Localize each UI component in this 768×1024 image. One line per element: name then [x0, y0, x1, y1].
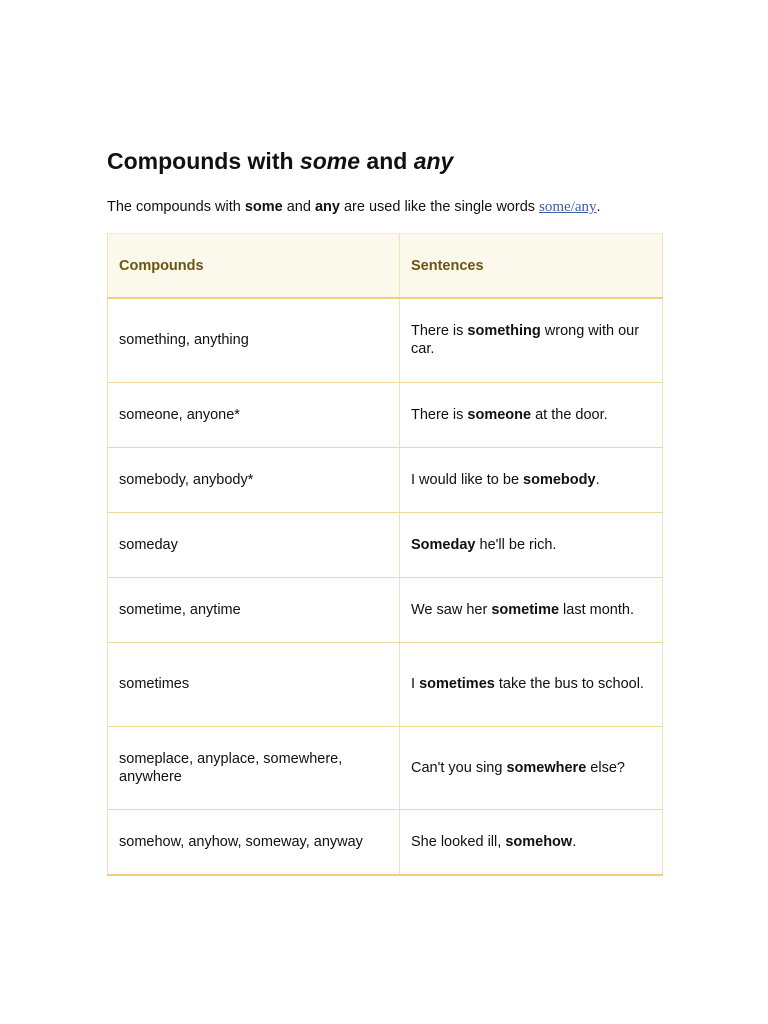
table-row: [108, 447, 663, 512]
sentence-text: .: [595, 471, 600, 488]
sentence-cell: [400, 447, 663, 512]
table-header-row: [108, 234, 663, 299]
table-row: [108, 726, 663, 809]
sentence-text: else?: [586, 759, 625, 776]
sentence-text: last month.: [559, 601, 634, 618]
sentence-text: She looked ill,: [411, 833, 506, 850]
sentence-bold: somewhere: [506, 759, 587, 776]
compounds-cell: something, anything: [108, 298, 400, 382]
sentence-text: wrong with our car.: [411, 323, 640, 358]
sentence-bold: something: [467, 323, 541, 340]
some-any-link[interactable]: some/any: [539, 199, 597, 215]
header-compounds: Compounds: [108, 234, 400, 299]
intro-text-1: The compounds with: [107, 199, 245, 215]
sentence-cell: [400, 726, 663, 809]
header-sentences: Sentences: [400, 234, 663, 299]
sentence-bold: somebody: [523, 471, 596, 488]
intro-text-3: are used like the single words: [339, 199, 540, 215]
sentence-text: he'll be rich.: [475, 536, 557, 553]
sentence-cell: [400, 298, 663, 382]
sentence-text: take the bus to school.: [494, 676, 644, 692]
title-text: Compounds with: [107, 148, 300, 174]
table-row: [108, 642, 663, 726]
title-and: and: [360, 148, 414, 174]
compounds-cell: someday: [108, 512, 400, 577]
table-row: [108, 577, 663, 642]
sentence-cell: [400, 809, 663, 875]
page-title: [107, 148, 453, 175]
compounds-cell: sometime, anytime: [108, 577, 400, 642]
compounds-cell: sometimes: [108, 642, 400, 726]
sentence-cell: [400, 382, 663, 447]
compounds-table: [107, 233, 663, 876]
sentence-text: Can't you sing: [411, 759, 507, 776]
sentence-text: We saw her: [411, 601, 492, 618]
title-some: some: [299, 148, 361, 174]
sentence-text: .: [572, 833, 577, 850]
compounds-cell: somehow, anyhow, someway, anyway: [108, 809, 400, 875]
sentence-text: at the door.: [531, 406, 608, 423]
sentence-text: There is: [411, 406, 468, 423]
sentence-bold: sometimes: [419, 676, 495, 692]
intro-paragraph: [107, 199, 601, 216]
table-row: [108, 382, 663, 447]
table-row: [108, 809, 663, 875]
sentence-bold: someone: [467, 406, 532, 423]
sentence-cell: [400, 642, 663, 726]
table-row: [108, 512, 663, 577]
sentence-cell: [400, 577, 663, 642]
compounds-cell: somebody, anybody*: [108, 447, 400, 512]
sentence-text: I would like to be: [411, 471, 524, 488]
sentence-text: There is: [411, 323, 468, 340]
sentence-bold: somehow: [505, 833, 573, 850]
title-any: any: [413, 148, 454, 174]
intro-text-4: .: [596, 199, 601, 215]
intro-text-2: and: [282, 199, 315, 215]
table-row: [108, 298, 663, 382]
sentence-bold: sometime: [491, 601, 560, 618]
sentence-cell: [400, 512, 663, 577]
sentence-text: I: [411, 676, 420, 692]
compounds-cell: someone, anyone*: [108, 382, 400, 447]
sentence-bold: Someday: [411, 536, 476, 553]
intro-bold-some: some: [244, 199, 283, 215]
intro-bold-any: any: [314, 199, 340, 215]
compounds-cell: someplace, anyplace, somewhere, anywhere: [108, 726, 400, 809]
